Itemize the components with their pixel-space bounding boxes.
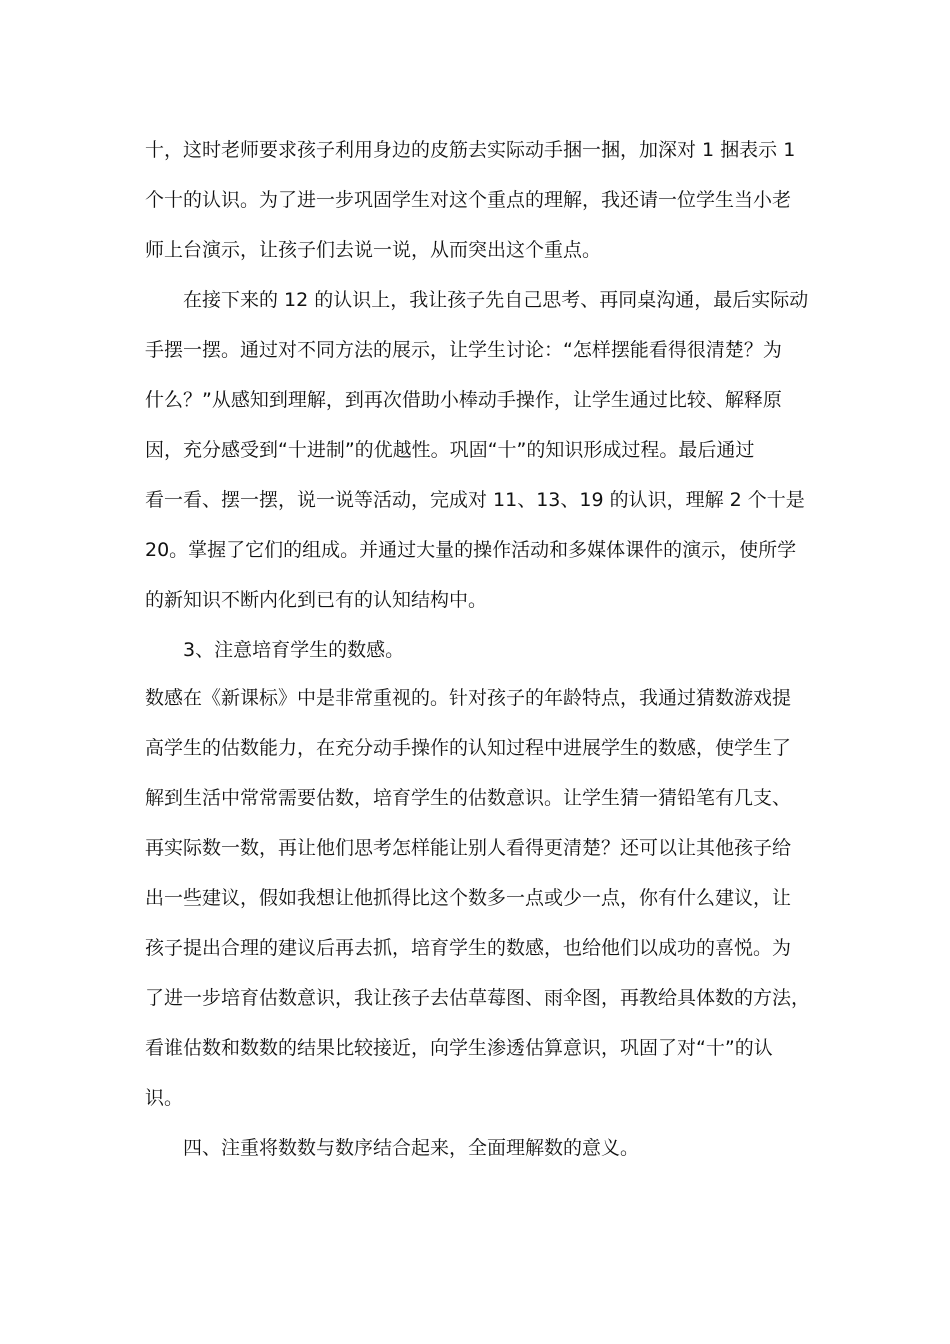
text-line: 个十的认识。为了进一步巩固学生对这个重点的理解，我还请一位学生当小老 xyxy=(145,189,792,211)
paragraph-first-line: 数感在《新课标》中是非常重视的。针对孩子的年龄特点，我通过猜数游戏提 xyxy=(145,687,792,709)
text-line: 手摆一摆。通过对不同方法的展示，让学生讨论：“怎样摆能看得很清楚？为 xyxy=(145,339,782,361)
text-line: 孩子提出合理的建议后再去抓，培育学生的数感，也给他们以成功的喜悦。为 xyxy=(145,937,792,959)
text-line: 十，这时老师要求孩子利用身边的皮筋去实际动手捆一捆，加深对 1 捆表示 1 xyxy=(145,139,796,161)
text-line: 看谁估数和数数的结果比较接近，向学生渗透估算意识，巩固了对“十”的认 xyxy=(145,1037,773,1059)
text-line: 20。掌握了它们的组成。并通过大量的操作活动和多媒体课件的演示，使所学 xyxy=(145,539,797,561)
section-heading: 3、注意培育学生的数感。 xyxy=(183,639,405,661)
paragraph-first-line: 在接下来的 12 的认识上，我让孩子先自己思考、再同桌沟通，最后实际动 xyxy=(183,289,809,311)
text-line: 师上台演示，让孩子们去说一说，从而突出这个重点。 xyxy=(145,239,602,261)
text-line: 出一些建议，假如我想让他抓得比这个数多一点或少一点，你有什么建议，让 xyxy=(145,887,792,909)
text-line: 识。 xyxy=(145,1087,184,1109)
text-line: 了进一步培育估数意识，我让孩子去估草莓图、雨伞图，再教给具体数的方法， xyxy=(145,987,811,1009)
text-line: 高学生的估数能力，在充分动手操作的认知过程中进展学生的数感，使学生了 xyxy=(145,737,792,759)
section-heading: 四、注重将数数与数序结合起来，全面理解数的意义。 xyxy=(183,1137,640,1159)
text-line: 看一看、摆一摆，说一说等活动，完成对 11、13、19 的认识，理解 2 个十是 xyxy=(145,489,805,511)
text-line: 因，充分感受到“十进制”的优越性。巩固“十”的知识形成过程。最后通过 xyxy=(145,439,755,461)
text-line: 什么？”从感知到理解，到再次借助小棒动手操作，让学生通过比较、解释原 xyxy=(145,389,782,411)
text-line: 解到生活中常常需要估数，培育学生的估数意识。让学生猜一猜铅笔有几支、 xyxy=(145,787,792,809)
text-line: 的新知识不断内化到已有的认知结构中。 xyxy=(145,589,488,611)
text-line: 再实际数一数，再让他们思考怎样能让别人看得更清楚？还可以让其他孩子给 xyxy=(145,837,792,859)
